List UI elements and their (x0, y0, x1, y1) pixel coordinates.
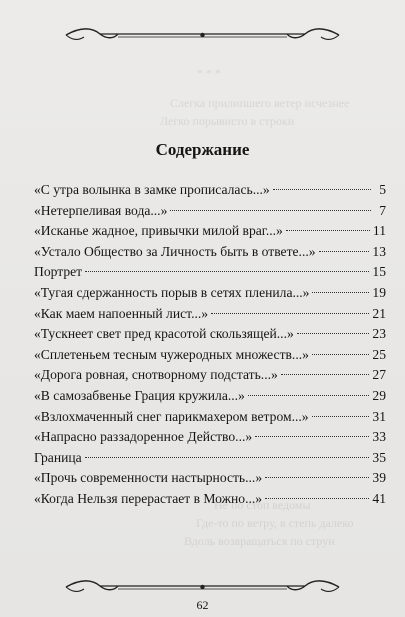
toc-entry-title: «Дорога ровная, снотворному подстать...» (34, 367, 278, 383)
toc-entry-page: 15 (372, 264, 386, 280)
toc-entry-title: «Сплетеньем тесным чужеродных множеств...» (34, 346, 309, 362)
toc-entry-page: 21 (372, 305, 386, 321)
toc-entry (34, 407, 386, 428)
toc-dot-leader (312, 353, 369, 355)
toc-dot-leader (286, 229, 370, 231)
toc-entry (34, 201, 386, 222)
toc-entry-page: 23 (372, 326, 386, 342)
bottom-ornament-divider (60, 576, 345, 598)
toc-entry-page: 5 (379, 182, 386, 197)
toc-entry-page: 7 (379, 202, 386, 218)
toc-entry (34, 221, 386, 242)
toc-entry-page: 13 (372, 243, 386, 259)
toc-entry-page: 31 (372, 408, 386, 424)
toc-entry (34, 283, 386, 304)
toc-entry-page: 41 (372, 490, 386, 506)
toc-dot-leader (319, 250, 370, 252)
toc-entry-page: 27 (372, 367, 386, 383)
toc-entry (34, 242, 386, 263)
toc-entry-page: 33 (372, 429, 386, 445)
toc-entry-title: «В самозабвенье Грация кружила...» (34, 387, 245, 403)
toc-entry (34, 427, 386, 448)
toc-dot-leader (85, 456, 370, 458)
toc-entry (34, 489, 386, 510)
toc-dot-leader (211, 312, 369, 314)
toc-dot-leader (265, 476, 369, 478)
toc-entry-title: «Устало Общество за Личность быть в ответе...» (34, 243, 316, 259)
toc-entry-title: «Прочь современности настырность...» (34, 470, 263, 486)
toc-entry (34, 448, 386, 469)
toc-entry-title: «Исканье жадное, привычки милой враг...» (34, 223, 283, 239)
toc-entry (34, 180, 386, 201)
toc-dot-leader (312, 415, 370, 417)
toc-dot-leader (170, 209, 371, 211)
toc-dot-leader (255, 435, 369, 437)
toc-entry-page: 35 (372, 449, 386, 465)
toc-dot-leader (297, 332, 370, 334)
toc-entry-title: «Как маем напоенный лист...» (34, 305, 209, 321)
toc-entry-title: Граница (34, 449, 82, 465)
toc-entry-title: «Напрасно раззадоренное Действо...» (34, 429, 253, 445)
toc-entry-page: 39 (372, 470, 386, 486)
page-number: 62 (196, 598, 209, 612)
toc-entry-page: 11 (372, 223, 386, 239)
toc-entry-page: 25 (372, 346, 386, 362)
toc-entry-title: «Нетерпеливая вода...» (34, 202, 168, 218)
toc-dot-leader (265, 497, 369, 499)
toc-entry (34, 386, 386, 407)
toc-dot-leader (281, 373, 370, 375)
page-title: Содержание (155, 140, 250, 159)
toc-entry-title: «Тугая сдержанность порыв в сетях пленила...» (34, 284, 310, 300)
book-page: * * * Слегка прилипшего ветер исчезнее Легко порывисто в строки Не по стоп ведомы Где-то по ветру, в степь далеко Вдоль возвращаться по струн Содержание «С утра волынка в замке прописалась...» 5 «Нетерпеливая вода...» 7 «Исканье жадное, привычки милой враг...» 11 «Устало Общество за Личность быть в ответе...» 13 Портрет 15 «Тугая сдержанность порыв в сетях пленила...» 19 «Как маем напоенный лист...» 21 «Тускнеет свет пред красотой скользящей...» 23 «Сплетеньем тесным чужеродных множеств...» 25 «Дорога ровная, снотворному подстать...» 27 «В самозабвенье Грация кружила...» 29 «Взлохмаченный снег парикмахером ветром...» 31 «Напрасно раззадоренное Действо...» 33 Граница 35 «Прочь современности настырность...» 39 «Когда Нельзя перерастает в Можно...» 41 62 (0, 0, 405, 617)
toc-dot-leader (85, 270, 369, 272)
table-of-contents (34, 180, 386, 510)
toc-entry-title: «С утра волынка в замке прописалась...» (34, 182, 270, 197)
toc-entry (34, 468, 386, 489)
toc-entry (34, 345, 386, 366)
toc-entry (34, 262, 386, 283)
toc-entry-title: Портрет (34, 264, 83, 280)
toc-entry-page: 19 (372, 284, 386, 300)
toc-entry-title: «Взлохмаченный снег парикмахером ветром...» (34, 408, 309, 424)
toc-dot-leader (312, 291, 369, 293)
top-ornament-divider (60, 24, 345, 46)
toc-entry-page: 29 (372, 387, 386, 403)
toc-dot-leader (273, 188, 371, 190)
toc-entry (34, 365, 386, 386)
toc-entry (34, 304, 386, 325)
toc-entry-title: «Когда Нельзя перерастает в Можно...» (34, 490, 263, 506)
toc-entry (34, 324, 386, 345)
toc-entry-title: «Тускнеет свет пред красотой скользящей...» (34, 326, 294, 342)
toc-dot-leader (248, 394, 370, 396)
